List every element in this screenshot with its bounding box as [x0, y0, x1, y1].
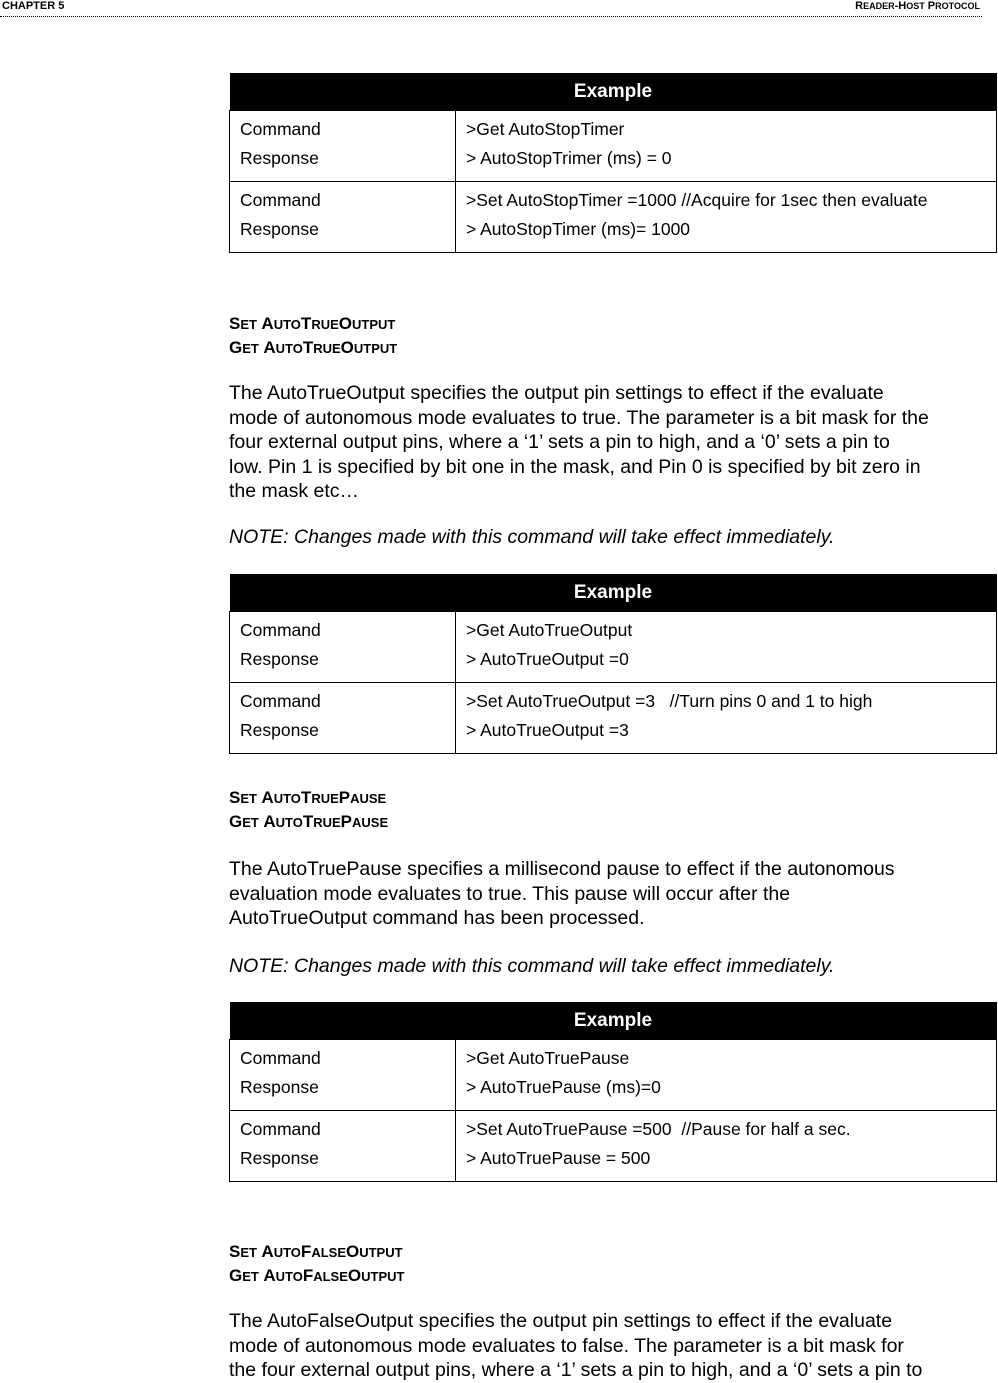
row-value: > AutoStopTrimer (ms) = 0	[466, 148, 672, 168]
set-title: SET AUTOTRUEOUTPUT	[229, 314, 396, 333]
body-line: mode of autonomous mode evaluates to true. The parameter is a bit mask for the	[229, 406, 929, 429]
body-line: four external output pins, where a ‘1’ sets a pin to high, and a ‘0’ sets a pin to	[229, 431, 890, 453]
set-title: SET AUTOTRUEPAUSE	[229, 788, 387, 807]
example-table-autotruepause	[229, 1002, 997, 1182]
table-row	[230, 111, 997, 182]
body-line: The AutoFalseOutput specifies the output pin settings to effect if the evaluate	[229, 1310, 893, 1332]
example-heading: Example	[230, 1002, 997, 1040]
row-label: Response	[240, 1148, 319, 1168]
row-label: Command	[240, 620, 321, 640]
section-body	[229, 381, 997, 504]
example-heading: Example	[230, 574, 997, 612]
chapter-label: CHAPTER 5	[2, 0, 65, 12]
row-value: >Get AutoTruePause	[466, 1048, 630, 1068]
body-line: evaluation mode evaluates to true. This pause will occur after the	[229, 882, 791, 905]
row-value: > AutoTruePause (ms)=0	[466, 1077, 661, 1097]
row-label: Command	[240, 190, 321, 210]
set-title: SET AUTOFALSEOUTPUT	[229, 1242, 403, 1261]
row-label: Response	[240, 219, 319, 239]
section-title-autofalseoutput	[229, 1240, 404, 1288]
section-body	[229, 857, 997, 931]
note: NOTE: Changes made with this command will take effect immediately.	[229, 955, 835, 977]
section-title-autotruepause	[229, 786, 388, 834]
get-title: GET AUTOTRUEPAUSE	[229, 812, 389, 831]
section-label: READER-HOST PROTOCOL	[855, 0, 980, 12]
body-line: the mask etc…	[229, 480, 360, 502]
body-line: low. Pin 1 is specified by bit one in the mask, and Pin 0 is specified by bit zero in	[229, 455, 921, 478]
table-row	[230, 182, 997, 253]
row-label: Command	[240, 119, 321, 139]
row-label: Response	[240, 148, 319, 168]
row-label: Command	[240, 691, 321, 711]
note: NOTE: Changes made with this command will take effect immediately.	[229, 526, 835, 548]
row-value: >Set AutoStopTimer =1000 //Acquire for 1sec then evaluate	[466, 190, 928, 210]
running-header	[0, 0, 982, 17]
row-label: Response	[240, 649, 319, 669]
table-row	[230, 1040, 997, 1111]
get-title: GET AUTOTRUEOUTPUT	[229, 338, 398, 357]
body-line: the four external output pins, where a ‘1’ sets a pin to high, and a ‘0’ sets a pin to	[229, 1359, 923, 1381]
body-line: The AutoTrueOutput specifies the output pin settings to effect if the evaluate	[229, 382, 884, 404]
row-label: Response	[240, 1077, 319, 1097]
body-line: mode of autonomous mode evaluates to false. The parameter is a bit mask for	[229, 1334, 904, 1357]
body-line: The AutoTruePause specifies a millisecond pause to effect if the autonomous	[229, 858, 895, 880]
row-value: >Get AutoStopTimer	[466, 119, 625, 139]
row-label: Command	[240, 1119, 321, 1139]
row-value: >Set AutoTruePause =500 //Pause for half a sec.	[466, 1119, 851, 1139]
row-value: > AutoStopTimer (ms)= 1000	[466, 219, 691, 239]
example-table-autotrueoutput	[229, 574, 997, 754]
section-body	[229, 1309, 997, 1383]
row-value: >Get AutoTrueOutput	[466, 620, 633, 640]
table-row	[230, 612, 997, 683]
table-row	[230, 1111, 997, 1182]
table-row	[230, 683, 997, 754]
row-value: > AutoTrueOutput =3	[466, 720, 629, 740]
row-label: Command	[240, 1048, 321, 1068]
get-title: GET AUTOFALSEOUTPUT	[229, 1266, 405, 1285]
example-table-autostoptimer	[229, 73, 997, 253]
row-value: > AutoTruePause = 500	[466, 1148, 651, 1168]
section-title-autotrueoutput	[229, 312, 397, 360]
row-label: Response	[240, 720, 319, 740]
row-value: > AutoTrueOutput =0	[466, 649, 629, 669]
row-value: >Set AutoTrueOutput =3 //Turn pins 0 and 1 to high	[466, 691, 873, 711]
example-heading: Example	[230, 73, 997, 111]
body-line: AutoTrueOutput command has been processed.	[229, 907, 645, 929]
